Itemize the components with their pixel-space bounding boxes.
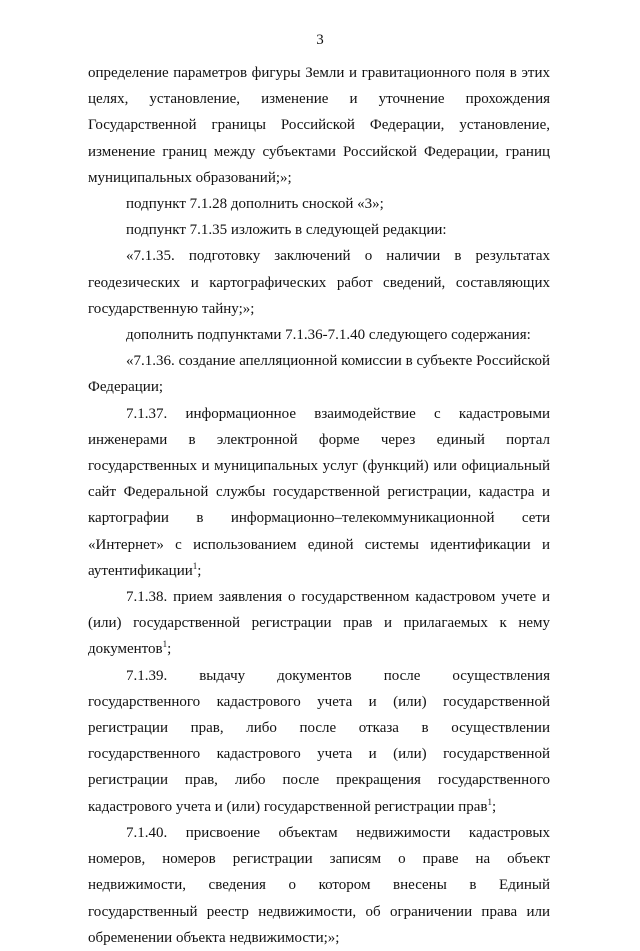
footnote-mark-2: 1 bbox=[162, 639, 168, 650]
document-body bbox=[88, 60, 550, 951]
paragraph-8 bbox=[88, 584, 550, 663]
paragraph-7-text: 7.1.37. информационное взаимодействие с кадастровыми инженерами в электронной форме через единый портал государственных и муниципальных услуг (функций) или официальный сайт Федеральной службы государственной регистрации, кадастра и картографии в информационно–телекоммуникационной сети «Интернет» с использованием единой системы идентификации и аутентификации bbox=[88, 405, 550, 579]
paragraph-4: «7.1.35. подготовку заключений о наличии в результатах геодезических и картографических работ сведений, составляющих государственную тайну;»; bbox=[88, 248, 550, 317]
paragraph-3: подпункт 7.1.35 изложить в следующей редакции: bbox=[126, 222, 447, 239]
footnote-mark-1: 1 bbox=[192, 560, 198, 571]
paragraph-10: 7.1.40. присвоение объектам недвижимости кадастровых номеров, номеров регистрации записям о праве на объект недвижимости, сведения о котором внесены в Единый государственный реестр недвижимости, об ограничении права или обременении объекта недвижимости;»; bbox=[88, 824, 550, 946]
paragraph-5: дополнить подпунктами 7.1.36-7.1.40 следующего содержания: bbox=[126, 327, 531, 344]
paragraph-9 bbox=[88, 663, 550, 820]
paragraph-6: «7.1.36. создание апелляционной комиссии в субъекте Российской Федерации; bbox=[88, 353, 550, 396]
paragraph-1: определение параметров фигуры Земли и гравитационного поля в этих целях, установление, изменение и уточнение прохождения Государственной границы Российской Федерации, установление, изменение границ между субъектами Российской Федерации, границ муниципальных образований;»; bbox=[88, 65, 550, 186]
paragraph-9-text: 7.1.39. выдачу документов после осуществления государственного кадастрового учета и (или) государственной регистрации прав, либо после отказа в осуществлении государственного кадастрового учета и (или) государственной регистрации прав, либо после прекращения государственного кадастрового учета и (или) государственной регистрации прав bbox=[88, 667, 550, 815]
paragraph-7 bbox=[88, 401, 550, 584]
paragraph-7-end: ; bbox=[197, 562, 202, 579]
paragraph-9-end: ; bbox=[491, 798, 497, 815]
paragraph-8-text: 7.1.38. прием заявления о государственном кадастровом учете и (или) государственной регистрации прав и прилагаемых к нему документов bbox=[88, 589, 550, 658]
footnote-mark-3: 1 bbox=[487, 796, 492, 807]
paragraph-8-end: ; bbox=[167, 641, 172, 658]
paragraph-2: подпункт 7.1.28 дополнить сноской «3»; bbox=[126, 196, 384, 213]
page-number: 3 bbox=[316, 32, 324, 48]
